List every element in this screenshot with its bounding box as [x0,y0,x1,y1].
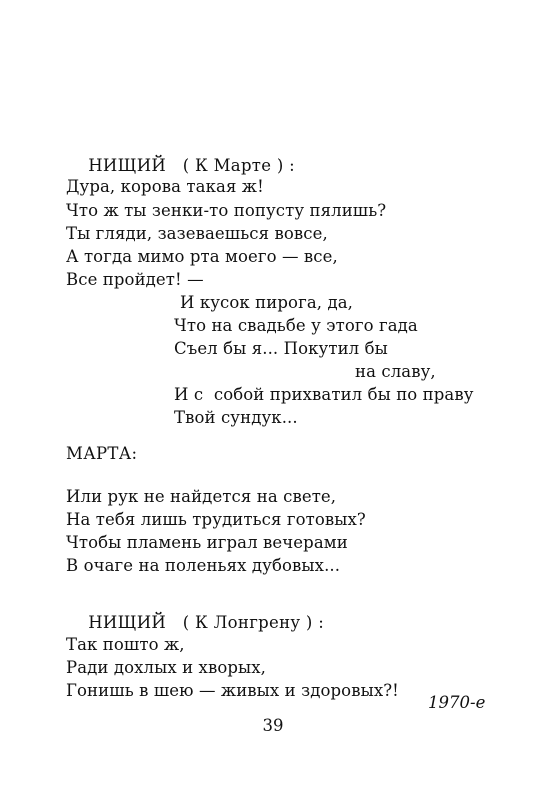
verse-line: Съел бы я... Покутил бы [174,339,388,358]
verse-line: Так пошто ж, [66,635,185,654]
verse-line: Чтобы пламень играл вечерами [66,533,348,552]
verse-line: Гонишь в шею — живых и здоровых?! [66,681,399,700]
verse-line: На тебя лишь трудиться готовых? [66,510,366,529]
stage-direction: ( К Лонгрену ) : [182,613,325,632]
verse-line: Ты гляди, зазеваешься вовсе, [66,224,328,243]
speaker-heading-marta: МАРТА: [66,444,138,463]
verse-line: Что ж ты зенки-то попусту пялишь? [66,201,387,220]
verse-line: на славу, [355,362,436,381]
stage-direction: ( К Марте ) : [182,156,295,175]
speaker-name: НИЩИЙ [88,613,167,632]
verse-line: Или рук не найдется на свете, [66,487,337,506]
verse-line: Все пройдет! — [66,270,204,289]
verse-line: В очаге на поленьях дубовых... [66,556,341,575]
verse-line: И с собой прихватил бы по праву [174,385,474,404]
verse-line: И кусок пирога, да, [180,293,353,312]
verse-line: Твой сундук... [174,408,298,427]
verse-line: А тогда мимо рта моего — все, [66,247,338,266]
composition-date: 1970-е [428,693,486,712]
speaker-name: НИЩИЙ [88,156,167,175]
verse-line: Ради дохлых и хворых, [66,658,267,677]
verse-line: Дура, корова такая ж! [66,177,264,196]
page-number: 39 [262,716,284,735]
verse-line: Что на свадьбе у этого гада [174,316,418,335]
